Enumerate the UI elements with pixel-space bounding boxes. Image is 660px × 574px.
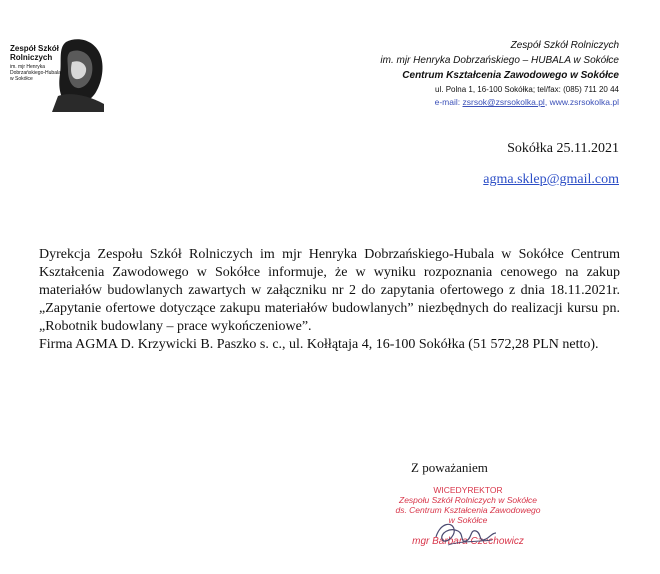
logo-title-line2: Rolniczych (10, 53, 53, 62)
logo-subtitle: im. mjr Henryka Dobrzańskiego-Hubala w Sokółce (10, 64, 61, 82)
stamp-title: WICEDYREKTOR (433, 485, 503, 495)
letterhead-contact (380, 96, 619, 109)
body-paragraph-2: Firma AGMA D. Krzywicki B. Paszko s. c., ul. Kołłątaja 4, 16-100 Sokółka (51 572,28 PLN netto). (39, 337, 599, 352)
letterhead-contact-separator: , (544, 97, 550, 107)
stamp-signatory-name: mgr Barbara Czechowicz (412, 536, 524, 547)
stamp-line-2: ds. Centrum Kształcenia Zawodowego (395, 505, 541, 515)
handwritten-signature (430, 515, 500, 551)
closing-salutation: Z poważaniem (411, 460, 488, 475)
stamp-line-1: Zespołu Szkół Rolniczych w Sokółce (399, 495, 537, 505)
letterhead-email-link[interactable]: zsrsok@zsrsokolka.pl (462, 97, 545, 107)
logo-text (10, 44, 62, 82)
letter-date: Sokółka 25.11.2021 (507, 141, 619, 156)
logo-title-line1: Zespół Szkół (10, 44, 59, 53)
stamp-line-3: w Sokółce (448, 515, 488, 525)
recipient-email-link[interactable]: agma.sklep@gmail.com (483, 172, 619, 187)
letter-body (39, 246, 620, 354)
letterhead-school-name: Zespół Szkół Rolniczych (510, 40, 619, 51)
letterhead-patron: im. mjr Henryka Dobrzańskiego – HUBALA w Sokółce (380, 55, 619, 66)
body-paragraph-1: Dyrekcja Zespołu Szkół Rolniczych im mjr Henryka Dobrzańskiego-Hubala w Sokółce Centrum Kształcenia Zawodowego w Sokółce informuje, że w wyniku rozpoznania cenowego na zakup materiałów budowlanych zawartych w załączniku nr 2 do zapytania ofertowego z dnia 18.11.2021r. „Zapytanie ofertowe dotyczące zakupu materiałów budowlanych” niezbędnych do realizacji kursu pn. „Robotnik budowlany – prace wykończeniowe”. (39, 247, 620, 334)
letterhead (380, 38, 619, 109)
letterhead-center-name: Centrum Kształcenia Zawodowego w Sokółce (402, 70, 619, 81)
letterhead-website-link[interactable]: www.zsrsokolka.pl (549, 97, 619, 107)
letterhead-address: ul. Polna 1, 16-100 Sokółka; tel/fax: (085) 711 20 44 (435, 85, 619, 94)
letterhead-email-prefix: e-mail: (434, 97, 463, 107)
